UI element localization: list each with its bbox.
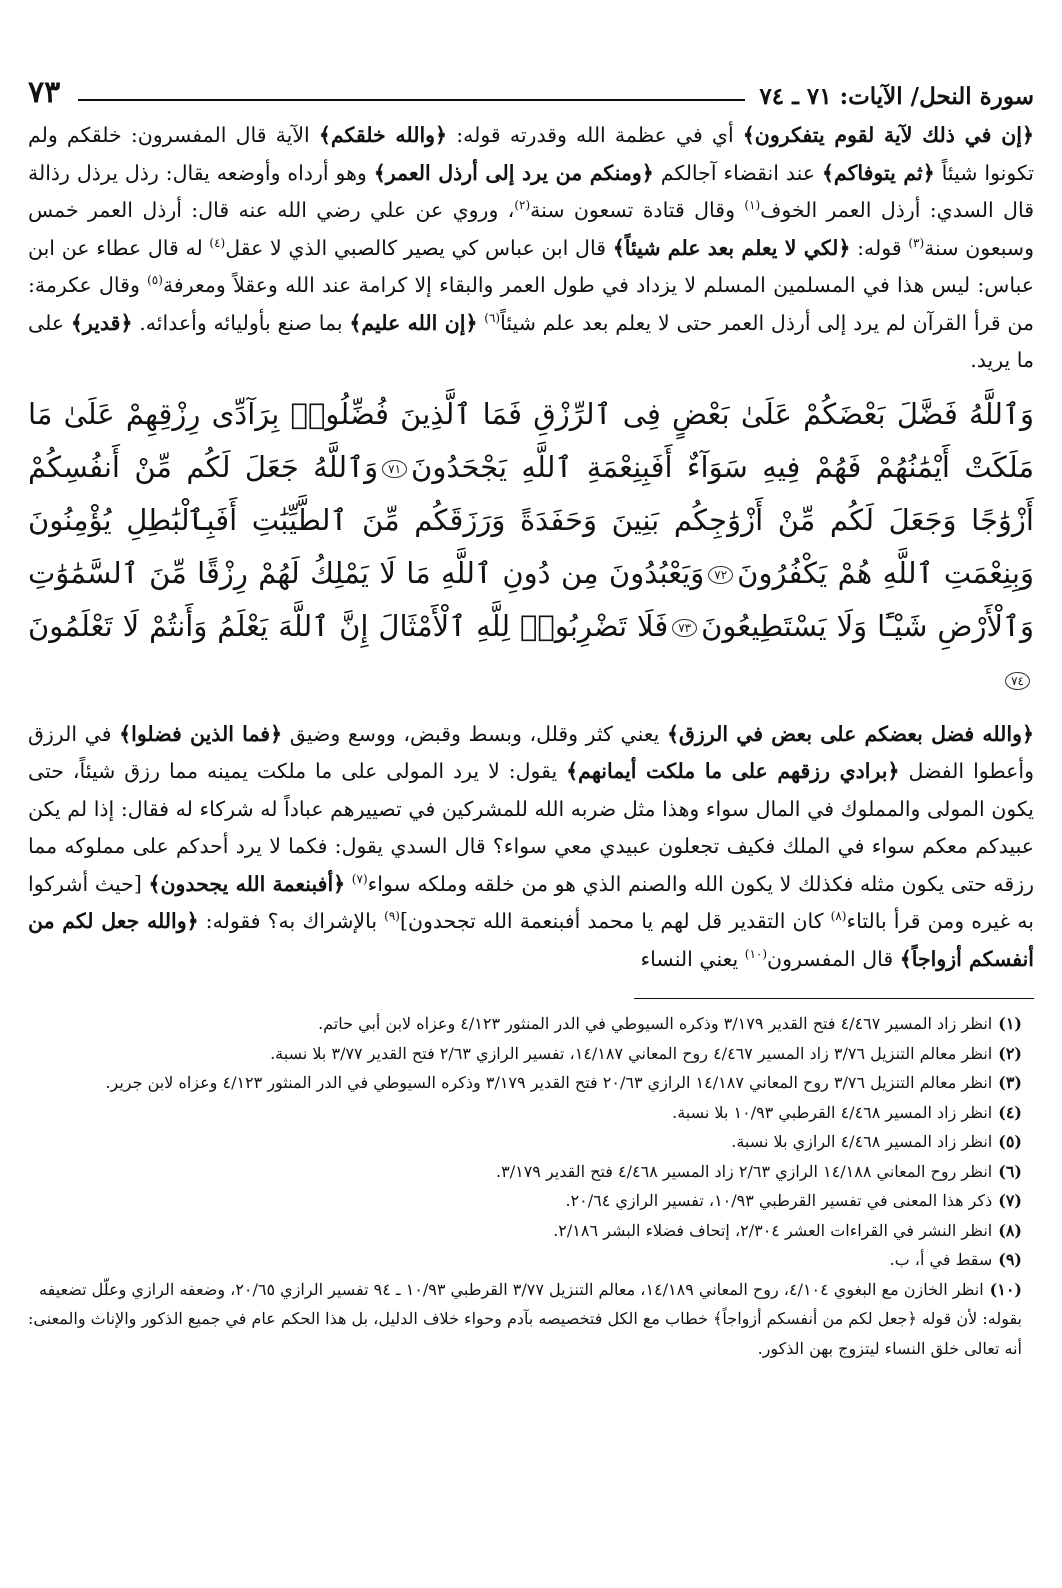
footnote-mark: (٢) — [998, 1043, 1022, 1063]
footnote-ref[interactable]: (١٠) — [744, 946, 768, 961]
text-run: يقول: لا يرد المولى على ما ملكت يمينه مما رزق شيئاً، حتى يكون المولى والمملوك في المال سواء وهذا مثل ضربه الله للمشركين في تصييرهم عباداً له شركاء له فقال: إذا لم يكن عبيدكم معكم سواء في الملك فكيف تجعلون عبيدي معي سواء؟ قال السدي يقول: فكما لا يرد أحدكم على مملوكه مما رزقه حتى يكون مثله فكذلك لا يكون الله والصنم الذي هو من خلقه وملكه سواء — [28, 759, 1034, 896]
quoted-verse: ﴿لكي لا يعلم بعد علم شيئاً﴾ — [612, 235, 851, 260]
footnote-text: انظر معالم التنزيل ٣/٧٦ روح المعاني ١٤/١٨٧ الرازي ٢٠/٦٣ فتح القدير ٣/١٧٩ وذكره السيوطي في الدر المنثور ٤/١٢٣ وعزاه لابن جرير. — [105, 1073, 993, 1092]
ayah-number-marker: ٧٢ — [708, 566, 733, 584]
commentary-paragraph-2 — [28, 716, 1034, 979]
footnote-ref[interactable]: (٦) — [484, 310, 501, 325]
footnote-text: انظر معالم التنزيل ٣/٧٦ زاد المسير ٤/٤٦٧ روح المعاني ١٤/١٨٧، تفسير الرازي ٢/٦٣ فتح القدير ٣/٧٧ بلا نسبة. — [270, 1043, 993, 1063]
text-run: على ما يريد. — [28, 310, 1034, 372]
footnote-ref[interactable]: (٥) — [147, 273, 163, 288]
quran-verses — [28, 388, 1034, 706]
footnote-ref[interactable]: (١) — [744, 198, 761, 213]
commentary-paragraph-1 — [28, 117, 1034, 380]
footnote-ref[interactable]: (٤) — [209, 235, 226, 250]
quoted-verse: ﴿ثم يتوفاكم﴾ — [821, 160, 935, 185]
page-number: ٧٣ — [28, 75, 61, 110]
text-run: قوله: — [850, 235, 909, 260]
verse-text: وَٱللَّهُ جَعَلَ لَكُم مِّنْ أَنفُسِكُمْ أَزْوَٰجًا وَجَعَلَ لَكُم مِّنْ أَزْوَٰجِكُم بَنِينَ وَحَفَدَةً وَرَزَقَكُم مِّنَ ٱلطَّيِّبَٰتِ أَفَبِٱلْبَٰطِلِ يُؤْمِنُونَ وَبِنِعْمَتِ ٱللَّهِ هُمْ يَكْفُرُونَ — [28, 449, 1034, 590]
ayah-number-marker: ٧٤ — [1005, 672, 1030, 690]
text-run: يعني النساء — [640, 946, 745, 971]
text-run: بما صنع بأوليائه وأعدائه. — [132, 310, 350, 335]
footnote-mark: (٨) — [998, 1220, 1022, 1240]
text-run: وقال عكرمة: من قرأ القرآن لم يرد إلى أرذل العمر حتى لا يعلم بعد علم شيئاً — [28, 273, 1034, 335]
footnote-text: انظر زاد المسير ٤/٤٦٨ الرازي بلا نسبة. — [731, 1132, 993, 1151]
quoted-verse: ﴿إن الله عليم﴾ — [349, 310, 478, 335]
footnote-text: انظر الخازن مع البغوي ٤/١٠٤، روح المعاني ١٤/١٨٩، معالم التنزيل ٣/٧٧ القرطبي ١٠/٩٣ ـ ٩٤ تفسير الرازي ٢٠/٦٥، وضعفه الرازي وعلّل تضعيفه بقوله: لأن قوله ﴿جعل لكم من أنفسكم أزواجاً﴾ خطاب مع الكل فتخصيصه بآدم وحواء خلاف الدليل، بل هذا الحكم عام في جميع الذكور والإناث والمعنى: أنه تعالى خلق النساء ليتزوج بهن الذكور. — [28, 1279, 1022, 1358]
footnote-ref[interactable]: (٣) — [908, 235, 925, 250]
quoted-verse: ﴿برادي رزقهم على ما ملكت أيمانهم﴾ — [566, 759, 900, 783]
quoted-verse: ﴿إن في ذلك لآية لقوم يتفكرون﴾ — [742, 123, 1034, 147]
footnote — [28, 1068, 1022, 1098]
footnote — [28, 1216, 1022, 1246]
footnote-text: انظر النشر في القراءات العشر ٢/٣٠٤، إتحاف فضلاء البشر ٢/١٨٦. — [553, 1220, 993, 1240]
text-run: أي في عظمة الله وقدرته قوله: — [447, 123, 743, 147]
quoted-verse: ﴿والله جعل لكم من أنفسكم أزواجاً﴾ — [28, 909, 1034, 971]
text-run: كان التقدير قل لهم يا محمد أفبنعمة الله تجحدون] — [399, 909, 831, 933]
verse-text: فَلَا تَضْرِبُوا۟ لِلَّهِ ٱلْأَمْثَالَ إِنَّ ٱللَّهَ يَعْلَمُ وَأَنتُمْ لَا تَعْلَمُونَ — [28, 608, 669, 643]
text-run: في الرزق وأعطوا الفضل — [28, 721, 1034, 783]
ayah-number-marker: ٧٣ — [672, 619, 697, 637]
footnote — [28, 1127, 1022, 1157]
footnote-ref[interactable]: (٧) — [351, 871, 368, 886]
quoted-verse: ﴿والله خلقكم﴾ — [318, 123, 448, 147]
footnote-ref[interactable]: (٨) — [830, 909, 847, 924]
ayah-number-marker: ٧١ — [382, 460, 407, 478]
header-rule — [78, 99, 745, 101]
footnote — [28, 1039, 1022, 1069]
footnote-ref[interactable]: (٩) — [384, 909, 400, 924]
footnote — [28, 1009, 1022, 1039]
footnote — [28, 1157, 1022, 1187]
footnote — [28, 1245, 1022, 1275]
footnote-separator — [634, 998, 1034, 999]
quoted-verse: ﴿ومنكم من يرد إلى أرذل العمر﴾ — [373, 160, 654, 185]
footnote-text: انظر زاد المسير ٤/٤٦٧ فتح القدير ٣/١٧٩ وذكره السيوطي في الدر المنثور ٤/١٢٣ وعزاه لابن أبي حاتم. — [318, 1014, 993, 1033]
footnote-mark: (٩) — [998, 1250, 1022, 1269]
text-run: بالإشراك به؟ فقوله: — [198, 909, 385, 933]
footnote-mark: (٣) — [998, 1073, 1022, 1092]
footnote — [28, 1098, 1022, 1128]
footnote — [28, 1275, 1022, 1364]
footnote-mark: (١٠) — [989, 1279, 1022, 1299]
footnote-text: انظر روح المعاني ١٤/١٨٨ الرازي ٢/٦٣ زاد المسير ٤/٤٦٨ فتح القدير ٣/١٧٩. — [496, 1161, 993, 1181]
text-run: له قال عطاء عن ابن عباس: ليس هذا في المسلمين المسلم لا يزداد في طول العمر والبقاء إلا كرامة عند الله وعقلاً ومعرفة — [28, 235, 1034, 297]
book-page — [28, 70, 1034, 1550]
footnote-ref[interactable]: (٢) — [514, 198, 531, 213]
footnote-mark: (٥) — [998, 1132, 1022, 1151]
footnote-mark: (٧) — [998, 1191, 1022, 1210]
text-run — [345, 872, 352, 896]
text-run: قال المفسرون — [767, 946, 900, 971]
quoted-verse: ﴿فما الذين فضلوا﴾ — [119, 721, 283, 746]
text-run: عند انقضاء آجالكم — [653, 160, 822, 185]
page-header — [28, 70, 1034, 110]
footnote-mark: (٤) — [998, 1102, 1022, 1122]
footnote-mark: (٦) — [998, 1161, 1022, 1181]
quoted-verse: ﴿أفبنعمة الله يجحدون﴾ — [148, 871, 346, 896]
verse-text: وَٱللَّهُ فَضَّلَ بَعْضَكُمْ عَلَىٰ بَعْضٍ فِى ٱلرِّزْقِ فَمَا ٱلَّذِينَ فُضِّلُوا۟ بِرَآدِّى رِزْقِهِمْ عَلَىٰ مَا مَلَكَتْ أَيْمَٰنُهُمْ فَهُمْ فِيهِ سَوَآءٌ أَفَبِنِعْمَةِ ٱللَّهِ يَجْحَدُونَ — [28, 396, 1034, 484]
footnote-mark: (١) — [998, 1014, 1022, 1033]
text-run: ، وروي عن علي رضي الله عنه قال: أرذل العمر خمس وسبعون سنة — [28, 198, 1034, 260]
text-run: وهو أرداه وأوضعه يقال: رذل يرذل رذالة قال السدي: أرذل العمر الخوف — [28, 160, 1034, 222]
running-title: سورة النحل/ الآيات: ٧١ ـ ٧٤ — [759, 83, 1034, 110]
footnote-text: سقط في أ، ب. — [889, 1250, 993, 1269]
footnote — [28, 1186, 1022, 1216]
text-run: [حيث أشركوا به غيره ومن قرأ بالتاء — [28, 871, 1034, 933]
text-run: الآية قال المفسرون: خلقكم ولم تكونوا شيئاً — [28, 123, 1034, 185]
text-run: يعني كثر وقلل، وبسط وقبض، ووسع وضيق — [282, 721, 667, 746]
footnotes-list — [28, 1009, 1034, 1363]
text-run: وقال قتادة تسعون سنة — [530, 198, 745, 222]
footnote-text: ذكر هذا المعنى في تفسير القرطبي ١٠/٩٣، تفسير الرازي ٢٠/٦٤. — [565, 1191, 993, 1210]
verse-text: وَيَعْبُدُونَ مِن دُونِ ٱللَّهِ مَا لَا يَمْلِكُ لَهُمْ رِزْقًا مِّنَ ٱلسَّمَٰوَٰتِ وَٱلْأَرْضِ شَيْـًٔا وَلَا يَسْتَطِيعُونَ — [28, 555, 1035, 643]
quoted-verse: ﴿قدير﴾ — [70, 310, 133, 335]
quoted-verse: ﴿والله فضل بعضكم على بعض في الرزق﴾ — [666, 721, 1035, 746]
text-run: قال ابن عباس كي يصير كالصبي الذي لا عقل — [225, 235, 613, 260]
footnote-text: انظر زاد المسير ٤/٤٦٨ القرطبي ١٠/٩٣ بلا نسبة. — [672, 1102, 993, 1122]
